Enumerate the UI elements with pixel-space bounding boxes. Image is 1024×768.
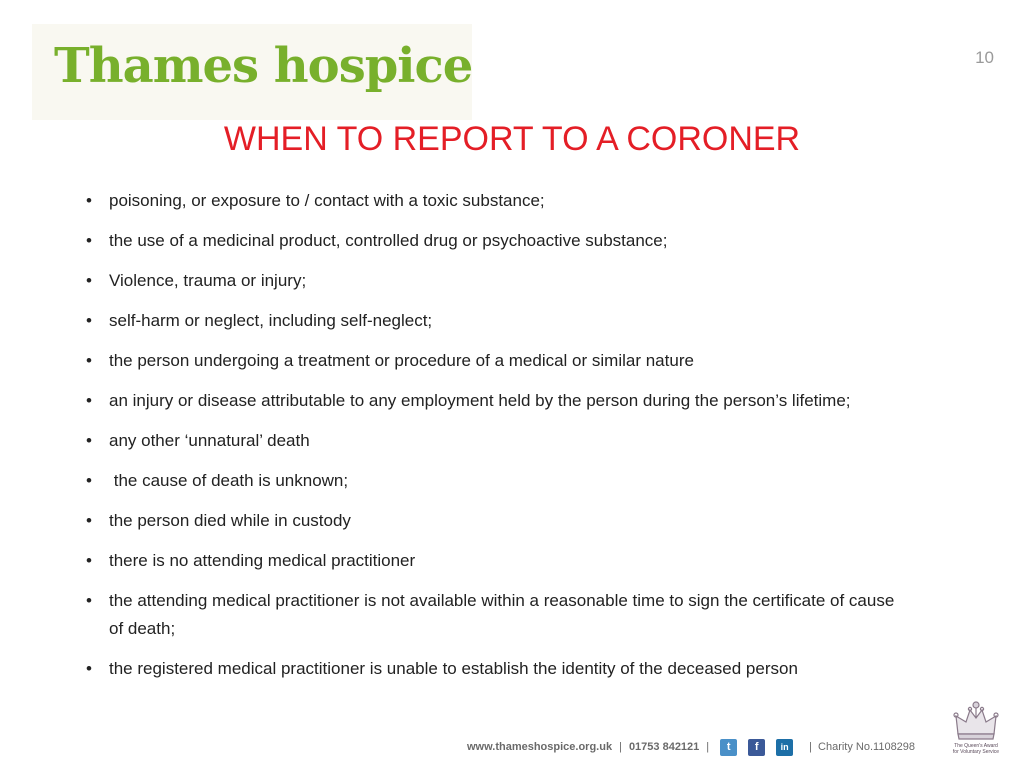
list-item-text: the attending medical practitioner is not available within a reasonable time to sign the certificate of cause of death;	[109, 591, 895, 638]
list-item-text: the person died while in custody	[109, 511, 351, 530]
footer-separator: |	[809, 741, 813, 753]
logo-text: Thames hospice	[54, 38, 473, 94]
list-item-text: the use of a medicinal product, controlled drug or psychoactive substance;	[109, 231, 668, 250]
charity-number: Charity No.1108298	[818, 741, 916, 753]
list-item	[86, 547, 906, 575]
list-item-text: there is no attending medical practitioner	[109, 551, 416, 570]
bullet-icon: •	[86, 231, 92, 250]
bullet-icon: •	[86, 659, 92, 678]
bullet-icon: •	[86, 431, 92, 450]
bullet-icon: •	[86, 191, 92, 210]
list-item-text: the person undergoing a treatment or procedure of a medical or similar nature	[109, 351, 694, 370]
bullet-icon: •	[86, 311, 92, 330]
list-item	[86, 267, 906, 295]
list-item	[86, 467, 906, 495]
list-item	[86, 507, 906, 535]
list-item-text: self-harm or neglect, including self-neglect;	[109, 311, 433, 330]
footer	[467, 734, 915, 760]
bullet-icon: •	[86, 591, 92, 610]
facebook-icon[interactable]: f	[748, 739, 765, 756]
bullet-list	[86, 187, 906, 695]
list-item	[86, 227, 906, 255]
list-item-text: poisoning, or exposure to / contact with a toxic substance;	[109, 191, 545, 210]
list-item	[86, 655, 906, 683]
bullet-icon: •	[86, 471, 92, 490]
crown-icon	[950, 700, 1002, 742]
list-item-text: the cause of death is unknown;	[109, 471, 349, 490]
award-text-line: for Voluntary Service	[952, 749, 1000, 755]
queens-award-logo	[950, 700, 1002, 758]
list-item-text: any other ‘unnatural’ death	[109, 431, 310, 450]
footer-separator: |	[619, 741, 622, 753]
twitter-icon[interactable]: t	[720, 739, 737, 756]
list-item	[86, 587, 906, 643]
bullet-icon: •	[86, 351, 92, 370]
list-item	[86, 307, 906, 335]
thames-hospice-logo	[32, 24, 472, 120]
website-link[interactable]: www.thameshospice.org.uk	[467, 741, 613, 753]
phone-number: 01753 842121	[628, 741, 700, 753]
bullet-icon: •	[86, 271, 92, 290]
page-number: 10	[975, 48, 994, 67]
list-item-text: the registered medical practitioner is unable to establish the identity of the deceased person	[109, 659, 798, 678]
list-item	[86, 347, 906, 375]
award-text-line: The Queen's Award	[954, 743, 998, 749]
bullet-icon: •	[86, 391, 92, 410]
linkedin-icon[interactable]: in	[776, 739, 793, 756]
page-title: WHEN TO REPORT TO A CORONER	[223, 120, 801, 158]
footer-separator: |	[706, 741, 710, 753]
list-item-text: an injury or disease attributable to any employment held by the person during the person’s lifetime;	[109, 391, 851, 410]
bullet-icon: •	[86, 551, 92, 570]
list-item	[86, 187, 906, 215]
bullet-icon: •	[86, 511, 92, 530]
list-item	[86, 427, 906, 455]
list-item-text: Violence, trauma or injury;	[109, 271, 307, 290]
list-item	[86, 387, 906, 415]
